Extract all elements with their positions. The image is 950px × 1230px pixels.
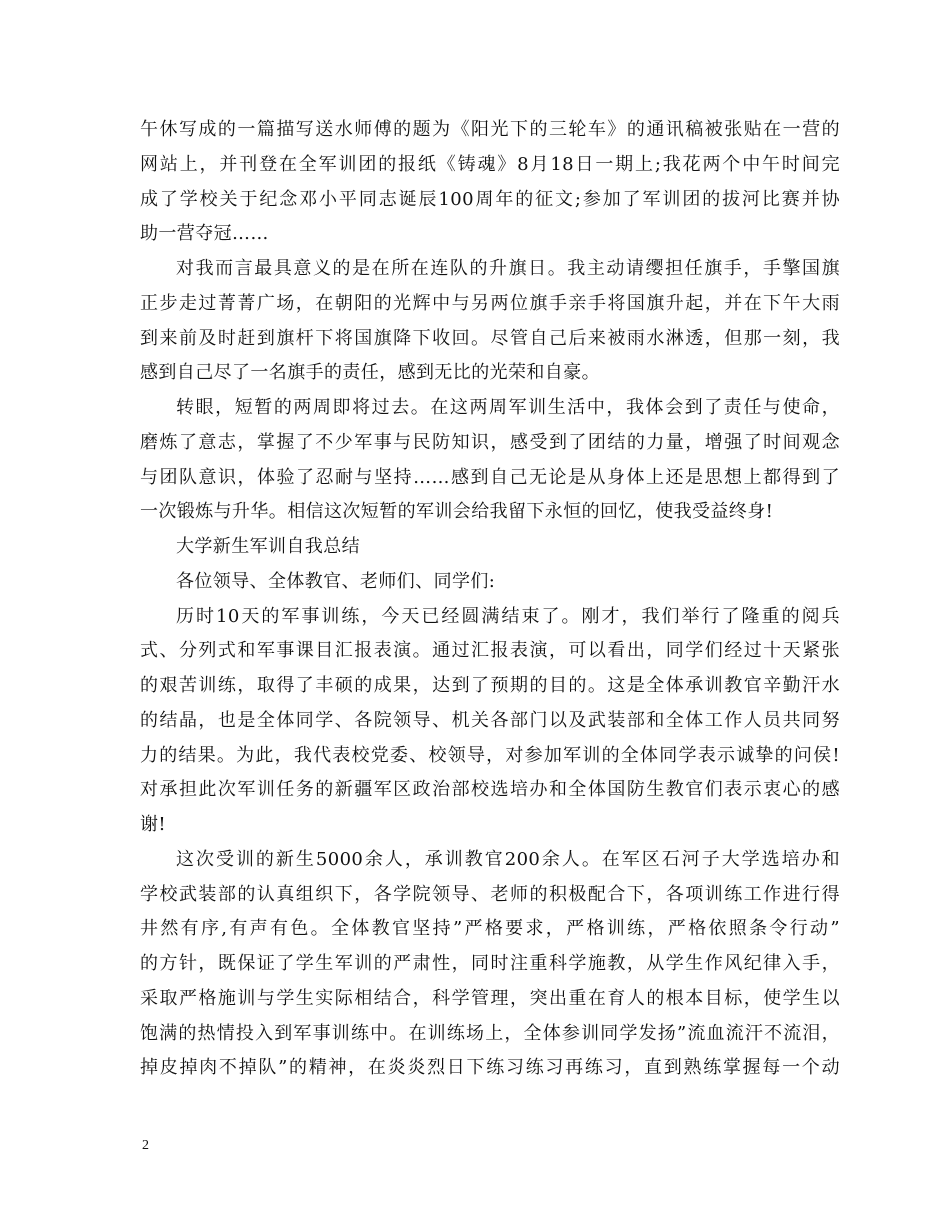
text-line: 午休写成的一篇描写送水师傅的题为《阳光下的三轮车》的通讯稿被张贴在一营的 <box>140 119 840 140</box>
text-line: 成了学校关于纪念邓小平同志诞辰100周年的征文;参加了军训团的拔河比赛并协 <box>140 188 840 210</box>
text-line: 饱满的热情投入到军事训练中。在训练场上，全体参训同学发扬”流血流汗不流泪， <box>140 1022 840 1044</box>
text-line: 感到自己尽了一名旗手的责任，感到无比的光荣和自豪。 <box>140 362 600 384</box>
body-text <box>140 113 840 1086</box>
text-line: 这次受训的新生5000余人，承训教官200余人。在军区石河子大学选培办和 <box>176 848 840 870</box>
text-line: 的结晶，也是全体同学、各院领导、机关各部门以及武装部和全体工作人员共同努 <box>140 709 840 731</box>
text-line: 到来前及时赶到旗杆下将国旗降下收回。尽管自己后来被雨水淋透，但那一刻，我 <box>140 327 840 349</box>
text-line: 助一营夺冠…… <box>140 223 269 245</box>
text-line: 磨炼了意志，掌握了不少军事与民防知识，感受到了团结的力量，增强了时间观念 <box>140 431 840 453</box>
text-line: 网站上，并刊登在全军训团的报纸《铸魂》8月18日一期上;我花两个中午时间完 <box>140 153 840 175</box>
salutation: 各位领导、全体教官、老师们、同学们: <box>176 570 496 592</box>
text-line: 式、分列式和军事课目汇报表演。通过汇报表演，可以看出，同学们经过十天紧张 <box>140 640 840 662</box>
section-title: 大学新生军训自我总结 <box>176 536 360 557</box>
text-line: 力的结果。为此，我代表校党委、校领导，对参加军训的全体同学表示诚挚的问侯! <box>140 744 840 766</box>
text-line: 对我而言最具意义的是在所在连队的升旗日。我主动请缨担任旗手，手擎国旗 <box>176 258 840 279</box>
page-number: 2 <box>142 1138 149 1153</box>
text-line: 学校武装部的认真组织下，各学院领导、老师的积极配合下，各项训练工作进行得 <box>140 883 840 905</box>
text-line: 掉皮掉肉不掉队”的精神，在炎炎烈日下练习练习再练习，直到熟练掌握每一个动 <box>140 1057 840 1079</box>
text-line: 的艰苦训练，取得了丰硕的成果，达到了预期的目的。这是全体承训教官辛勤汗水 <box>140 675 840 696</box>
text-line: 历时10天的军事训练，今天已经圆满结束了。刚才，我们举行了隆重的阅兵 <box>176 605 840 627</box>
text-line: 正步走过菁菁广场，在朝阳的光辉中与另两位旗手亲手将国旗升起，并在下午大雨 <box>140 292 840 314</box>
text-line: 采取严格施训与学生实际相结合，科学管理，突出重在育人的根本目标，使学生以 <box>140 987 840 1009</box>
text-line: 井然有序,有声有色。全体教官坚持”严格要求，严格训练，严格依照条令行动” <box>140 918 840 940</box>
text-line: 对承担此次军训任务的新疆军区政治部校选培办和全体国防生教官们表示衷心的感 <box>140 779 840 801</box>
text-line: 的方针，既保证了学生军训的严肃性，同时注重科学施教，从学生作风纪律入手， <box>140 953 840 974</box>
text-line: 一次锻炼与升华。相信这次短暂的军训会给我留下永恒的回忆，使我受益终身! <box>140 501 774 523</box>
text-line: 谢! <box>140 814 167 835</box>
text-line: 转眼，短暂的两周即将过去。在这两周军训生活中，我体会到了责任与使命， <box>176 397 840 418</box>
text-line: 与团队意识，体验了忍耐与坚持……感到自己无论是从身体上还是思想上都得到了 <box>140 466 840 488</box>
